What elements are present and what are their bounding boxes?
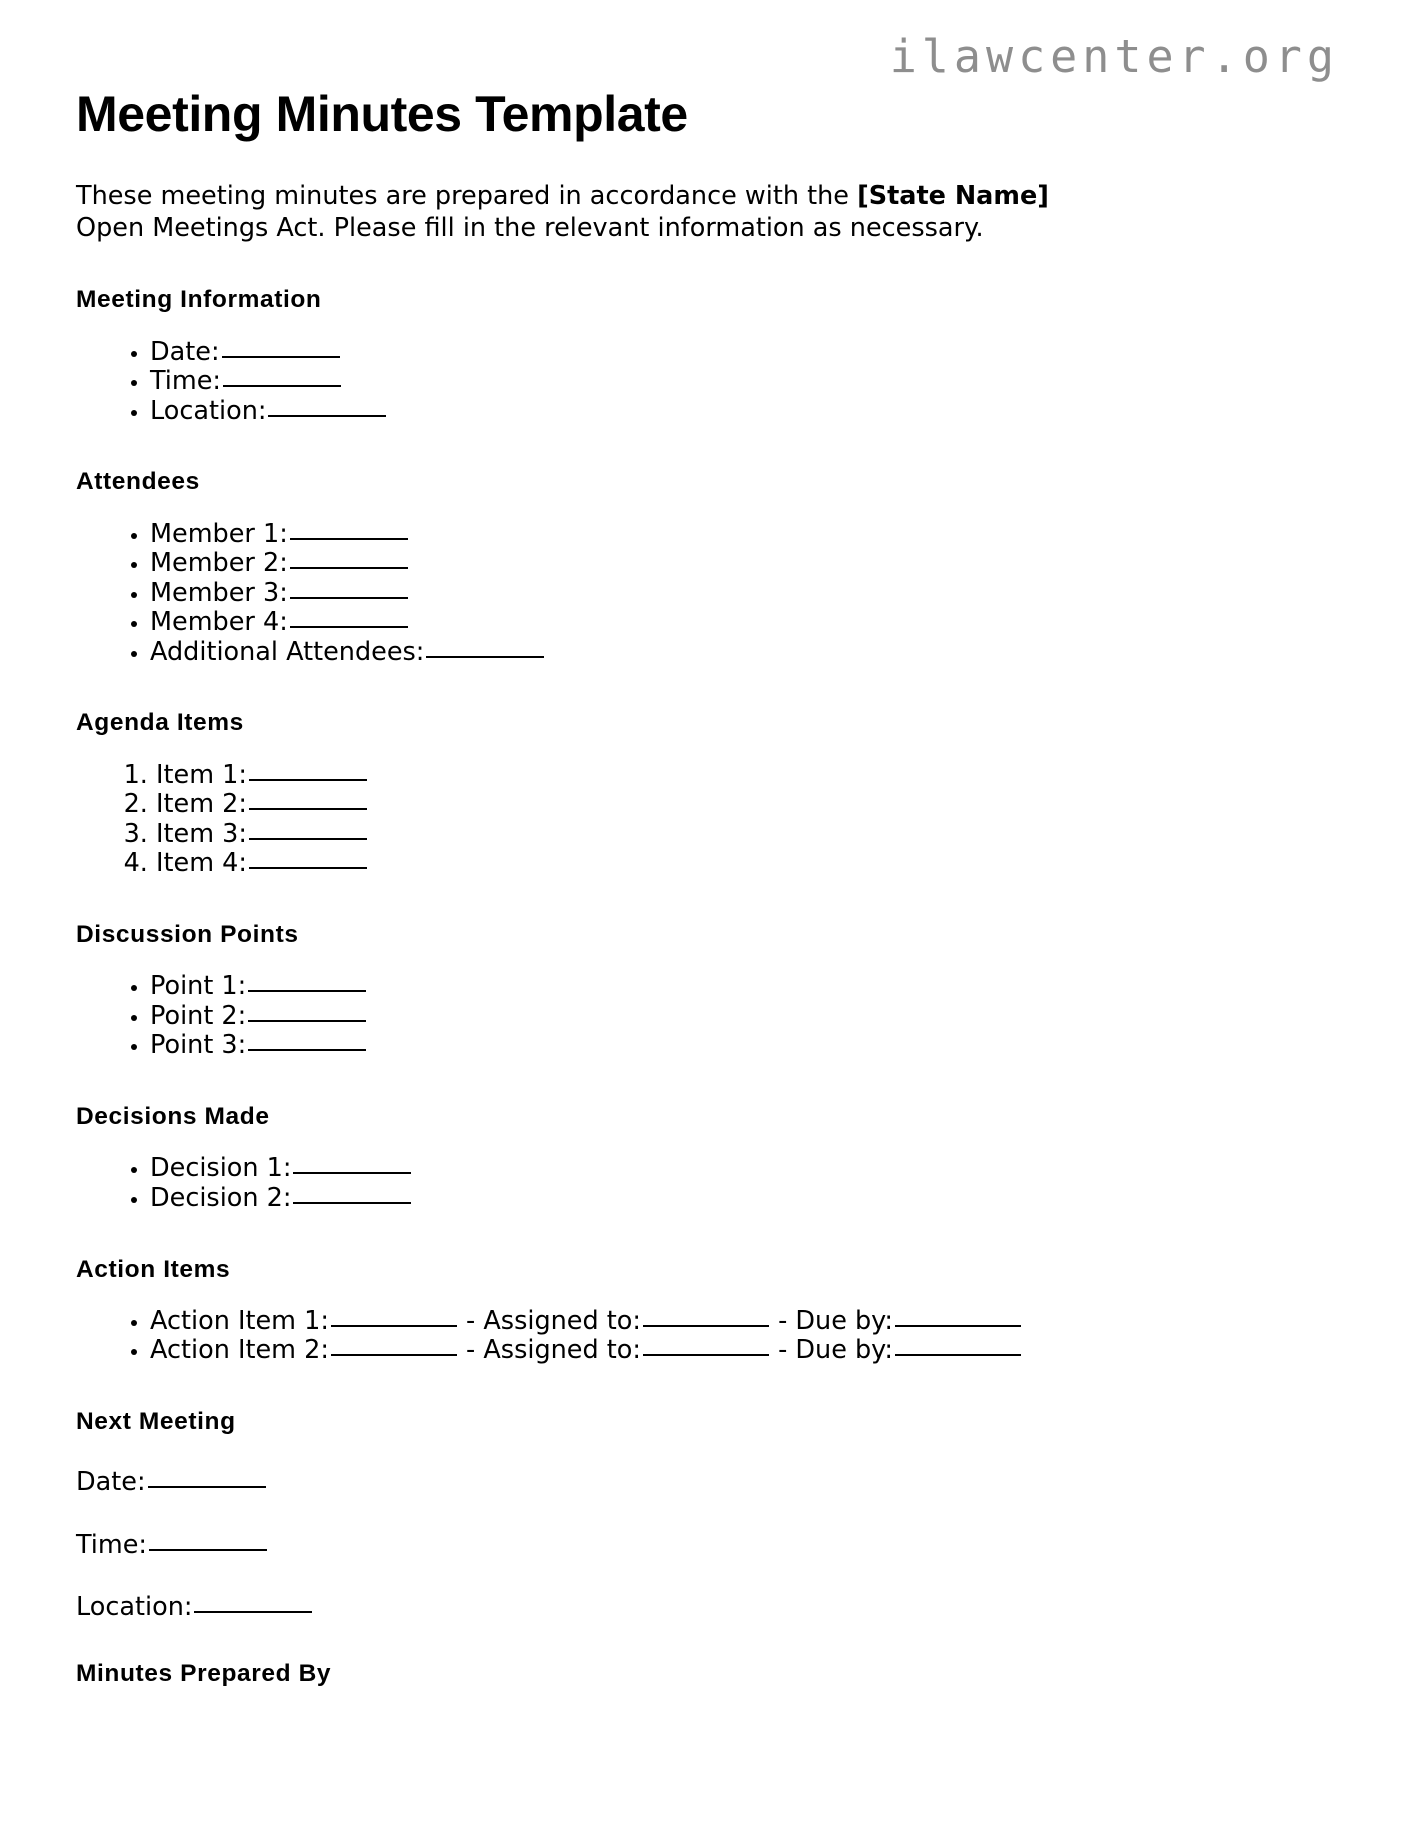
list-item: [156, 820, 1333, 849]
section-heading-next-meeting: Next Meeting: [76, 1407, 236, 1435]
assigned-to-label: - Assigned to:: [466, 1305, 641, 1336]
section-heading-decisions-made: Decisions Made: [76, 1103, 270, 1131]
field-label: Time:: [150, 366, 221, 397]
due-by-label: - Due by:: [778, 1305, 894, 1336]
state-name-placeholder: [State Name]: [857, 181, 1049, 211]
blank-field-date[interactable]: [222, 356, 340, 358]
list-item: [150, 608, 1333, 637]
blank-field-next-meeting-date[interactable]: [148, 1486, 266, 1488]
blank-field-action-item-2-assigned-to[interactable]: [643, 1354, 769, 1356]
intro-text-before: These meeting minutes are prepared in accordance with the: [76, 181, 858, 211]
intro-paragraph: [76, 142, 1086, 244]
list-item: [150, 1184, 1333, 1213]
field-label: Decision 1:: [150, 1153, 292, 1184]
list-item: [150, 1031, 1333, 1060]
field-label: Item 2:: [156, 789, 247, 820]
next-meeting-time-row: [76, 1497, 1333, 1560]
meeting-information-list: [76, 315, 1333, 426]
agenda-items-list: [76, 738, 1333, 878]
assigned-to-label: - Assigned to:: [466, 1335, 641, 1366]
intro-text-after: Open Meetings Act. Please fill in the relevant information as necessary.: [76, 213, 984, 244]
field-label: Item 4:: [156, 848, 247, 879]
blank-field-action-item-1[interactable]: [331, 1325, 457, 1327]
list-item: [156, 849, 1333, 878]
blank-field-point-2[interactable]: [248, 1020, 366, 1022]
site-watermark: ilawcenter.org: [889, 30, 1339, 83]
field-label: Additional Attendees:: [150, 636, 425, 667]
list-item: [150, 1336, 1333, 1365]
blank-field-agenda-item-2[interactable]: [249, 808, 367, 810]
blank-field-additional-attendees[interactable]: [426, 656, 544, 658]
field-label: Decision 2:: [150, 1182, 292, 1213]
blank-field-agenda-item-3[interactable]: [249, 838, 367, 840]
section-heading-attendees: Attendees: [76, 468, 200, 496]
list-item: [150, 338, 1333, 367]
list-item: [150, 367, 1333, 396]
blank-field-next-meeting-location[interactable]: [194, 1611, 312, 1613]
field-label: Action Item 1:: [150, 1305, 329, 1336]
blank-field-action-item-2-due-by[interactable]: [895, 1354, 1021, 1356]
blank-field-member-2[interactable]: [290, 567, 408, 569]
field-label: Location:: [76, 1592, 193, 1623]
field-label: Date:: [76, 1467, 146, 1498]
blank-field-action-item-2[interactable]: [331, 1354, 457, 1356]
list-item: [150, 520, 1333, 549]
field-label: Location:: [150, 395, 267, 426]
list-item: [150, 638, 1333, 667]
next-meeting-date-row: [76, 1436, 1333, 1497]
field-label: Member 2:: [150, 548, 288, 579]
field-label: Member 3:: [150, 577, 288, 608]
field-label: Action Item 2:: [150, 1335, 329, 1366]
list-item: [156, 761, 1333, 790]
blank-field-next-meeting-time[interactable]: [149, 1549, 267, 1551]
list-item: [150, 549, 1333, 578]
list-item: [156, 790, 1333, 819]
section-heading-agenda-items: Agenda Items: [76, 709, 244, 737]
section-heading-minutes-prepared-by: Minutes Prepared By: [76, 1660, 332, 1688]
field-label: Item 1:: [156, 759, 247, 790]
blank-field-decision-2[interactable]: [293, 1202, 411, 1204]
list-item: [150, 1154, 1333, 1183]
section-heading-action-items: Action Items: [76, 1255, 231, 1283]
blank-field-action-item-1-assigned-to[interactable]: [643, 1325, 769, 1327]
list-item: [150, 972, 1333, 1001]
section-heading-discussion-points: Discussion Points: [76, 920, 299, 948]
section-heading-meeting-information: Meeting Information: [76, 286, 322, 314]
discussion-points-list: [76, 949, 1333, 1060]
blank-field-agenda-item-4[interactable]: [249, 867, 367, 869]
decisions-made-list: [76, 1131, 1333, 1212]
field-label: Point 1:: [150, 971, 247, 1002]
field-label: Item 3:: [156, 818, 247, 849]
field-label: Date:: [150, 336, 220, 367]
list-item: [150, 1002, 1333, 1031]
field-label: Member 1:: [150, 518, 288, 549]
field-label: Member 4:: [150, 607, 288, 638]
blank-field-member-1[interactable]: [290, 538, 408, 540]
blank-field-point-3[interactable]: [248, 1049, 366, 1051]
list-item: [150, 579, 1333, 608]
field-label: Point 2:: [150, 1000, 247, 1031]
blank-field-agenda-item-1[interactable]: [249, 779, 367, 781]
field-label: Time:: [76, 1529, 147, 1560]
attendees-list: [76, 497, 1333, 667]
list-item: [150, 1307, 1333, 1336]
blank-field-time[interactable]: [223, 385, 341, 387]
blank-field-member-4[interactable]: [290, 626, 408, 628]
due-by-label: - Due by:: [778, 1335, 894, 1366]
field-label: Point 3:: [150, 1030, 247, 1061]
list-item: [150, 397, 1333, 426]
next-meeting-location-row: [76, 1559, 1333, 1622]
blank-field-member-3[interactable]: [290, 597, 408, 599]
page-title: Meeting Minutes Template: [76, 86, 688, 142]
blank-field-point-1[interactable]: [248, 990, 366, 992]
blank-field-location[interactable]: [268, 415, 386, 417]
blank-field-action-item-1-due-by[interactable]: [895, 1325, 1021, 1327]
action-items-list: [76, 1284, 1333, 1365]
blank-field-decision-1[interactable]: [293, 1172, 411, 1174]
